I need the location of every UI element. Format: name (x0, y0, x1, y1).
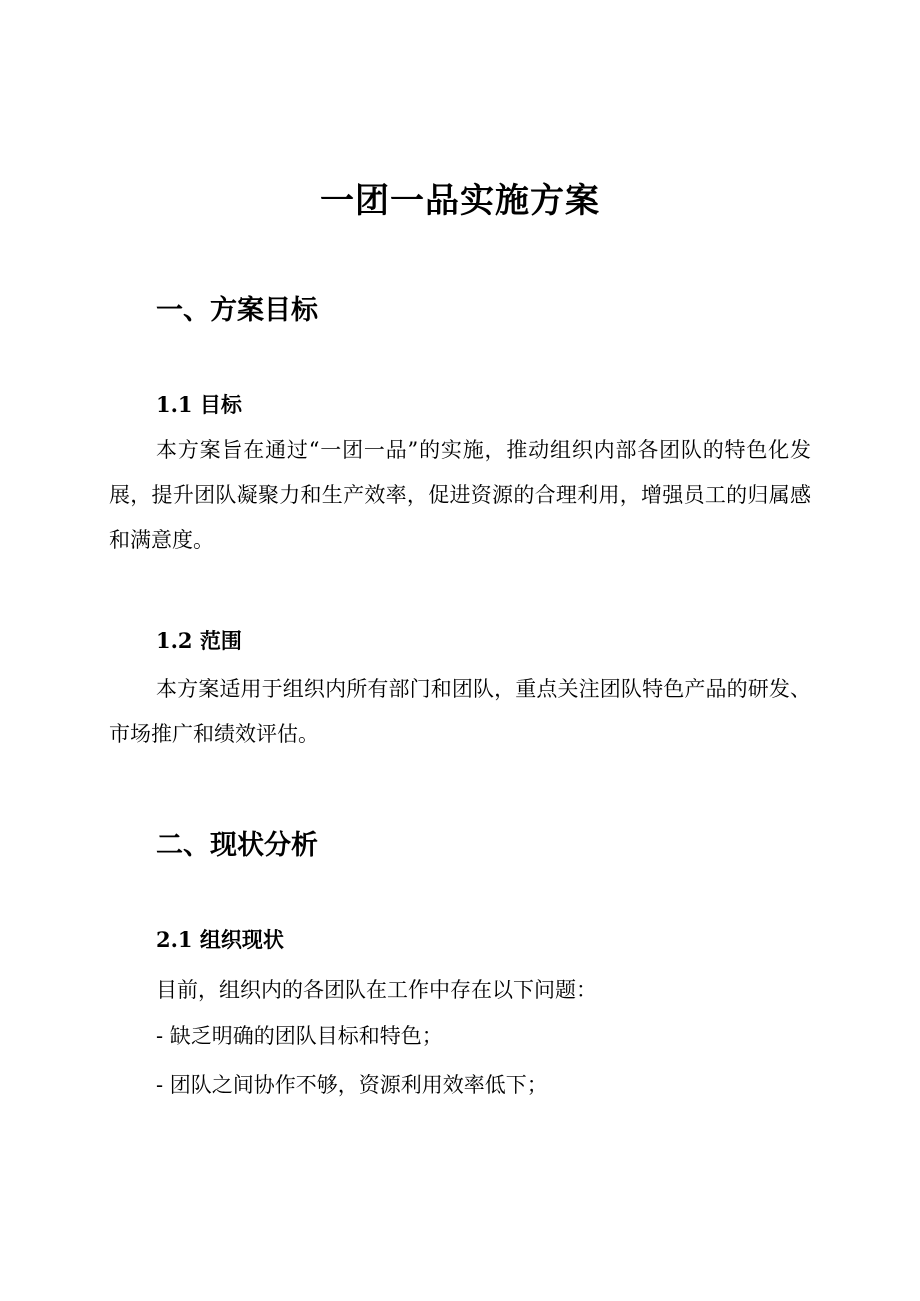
list-item: - 缺乏明确的团队目标和特色； (156, 1024, 443, 1048)
section-heading-2: 二、现状分析 (156, 830, 318, 861)
document-title: 一团一品实施方案 (320, 181, 600, 221)
section-heading-1: 一、方案目标 (156, 295, 318, 326)
subsection-heading-1-2: 1.2 范围 (156, 628, 242, 653)
paragraph-2-1-intro: 目前，组织内的各团队在工作中存在以下问题： (156, 978, 597, 1002)
subsection-heading-1-1: 1.1 目标 (156, 392, 242, 417)
subsection-heading-2-1: 2.1 组织现状 (156, 927, 284, 952)
paragraph-1-1: 本方案旨在通过“一团一品”的实施，推动组织内部各团队的特色化发展，提升团队凝聚力和生产效率，促进资源的合理利用，增强员工的归属感和满意度。 (109, 438, 811, 552)
list-item: - 团队之间协作不够，资源利用效率低下； (156, 1073, 548, 1097)
paragraph-1-2: 本方案适用于组织内所有部门和团队，重点关注团队特色产品的研发、市场推广和绩效评估。 (109, 677, 811, 746)
